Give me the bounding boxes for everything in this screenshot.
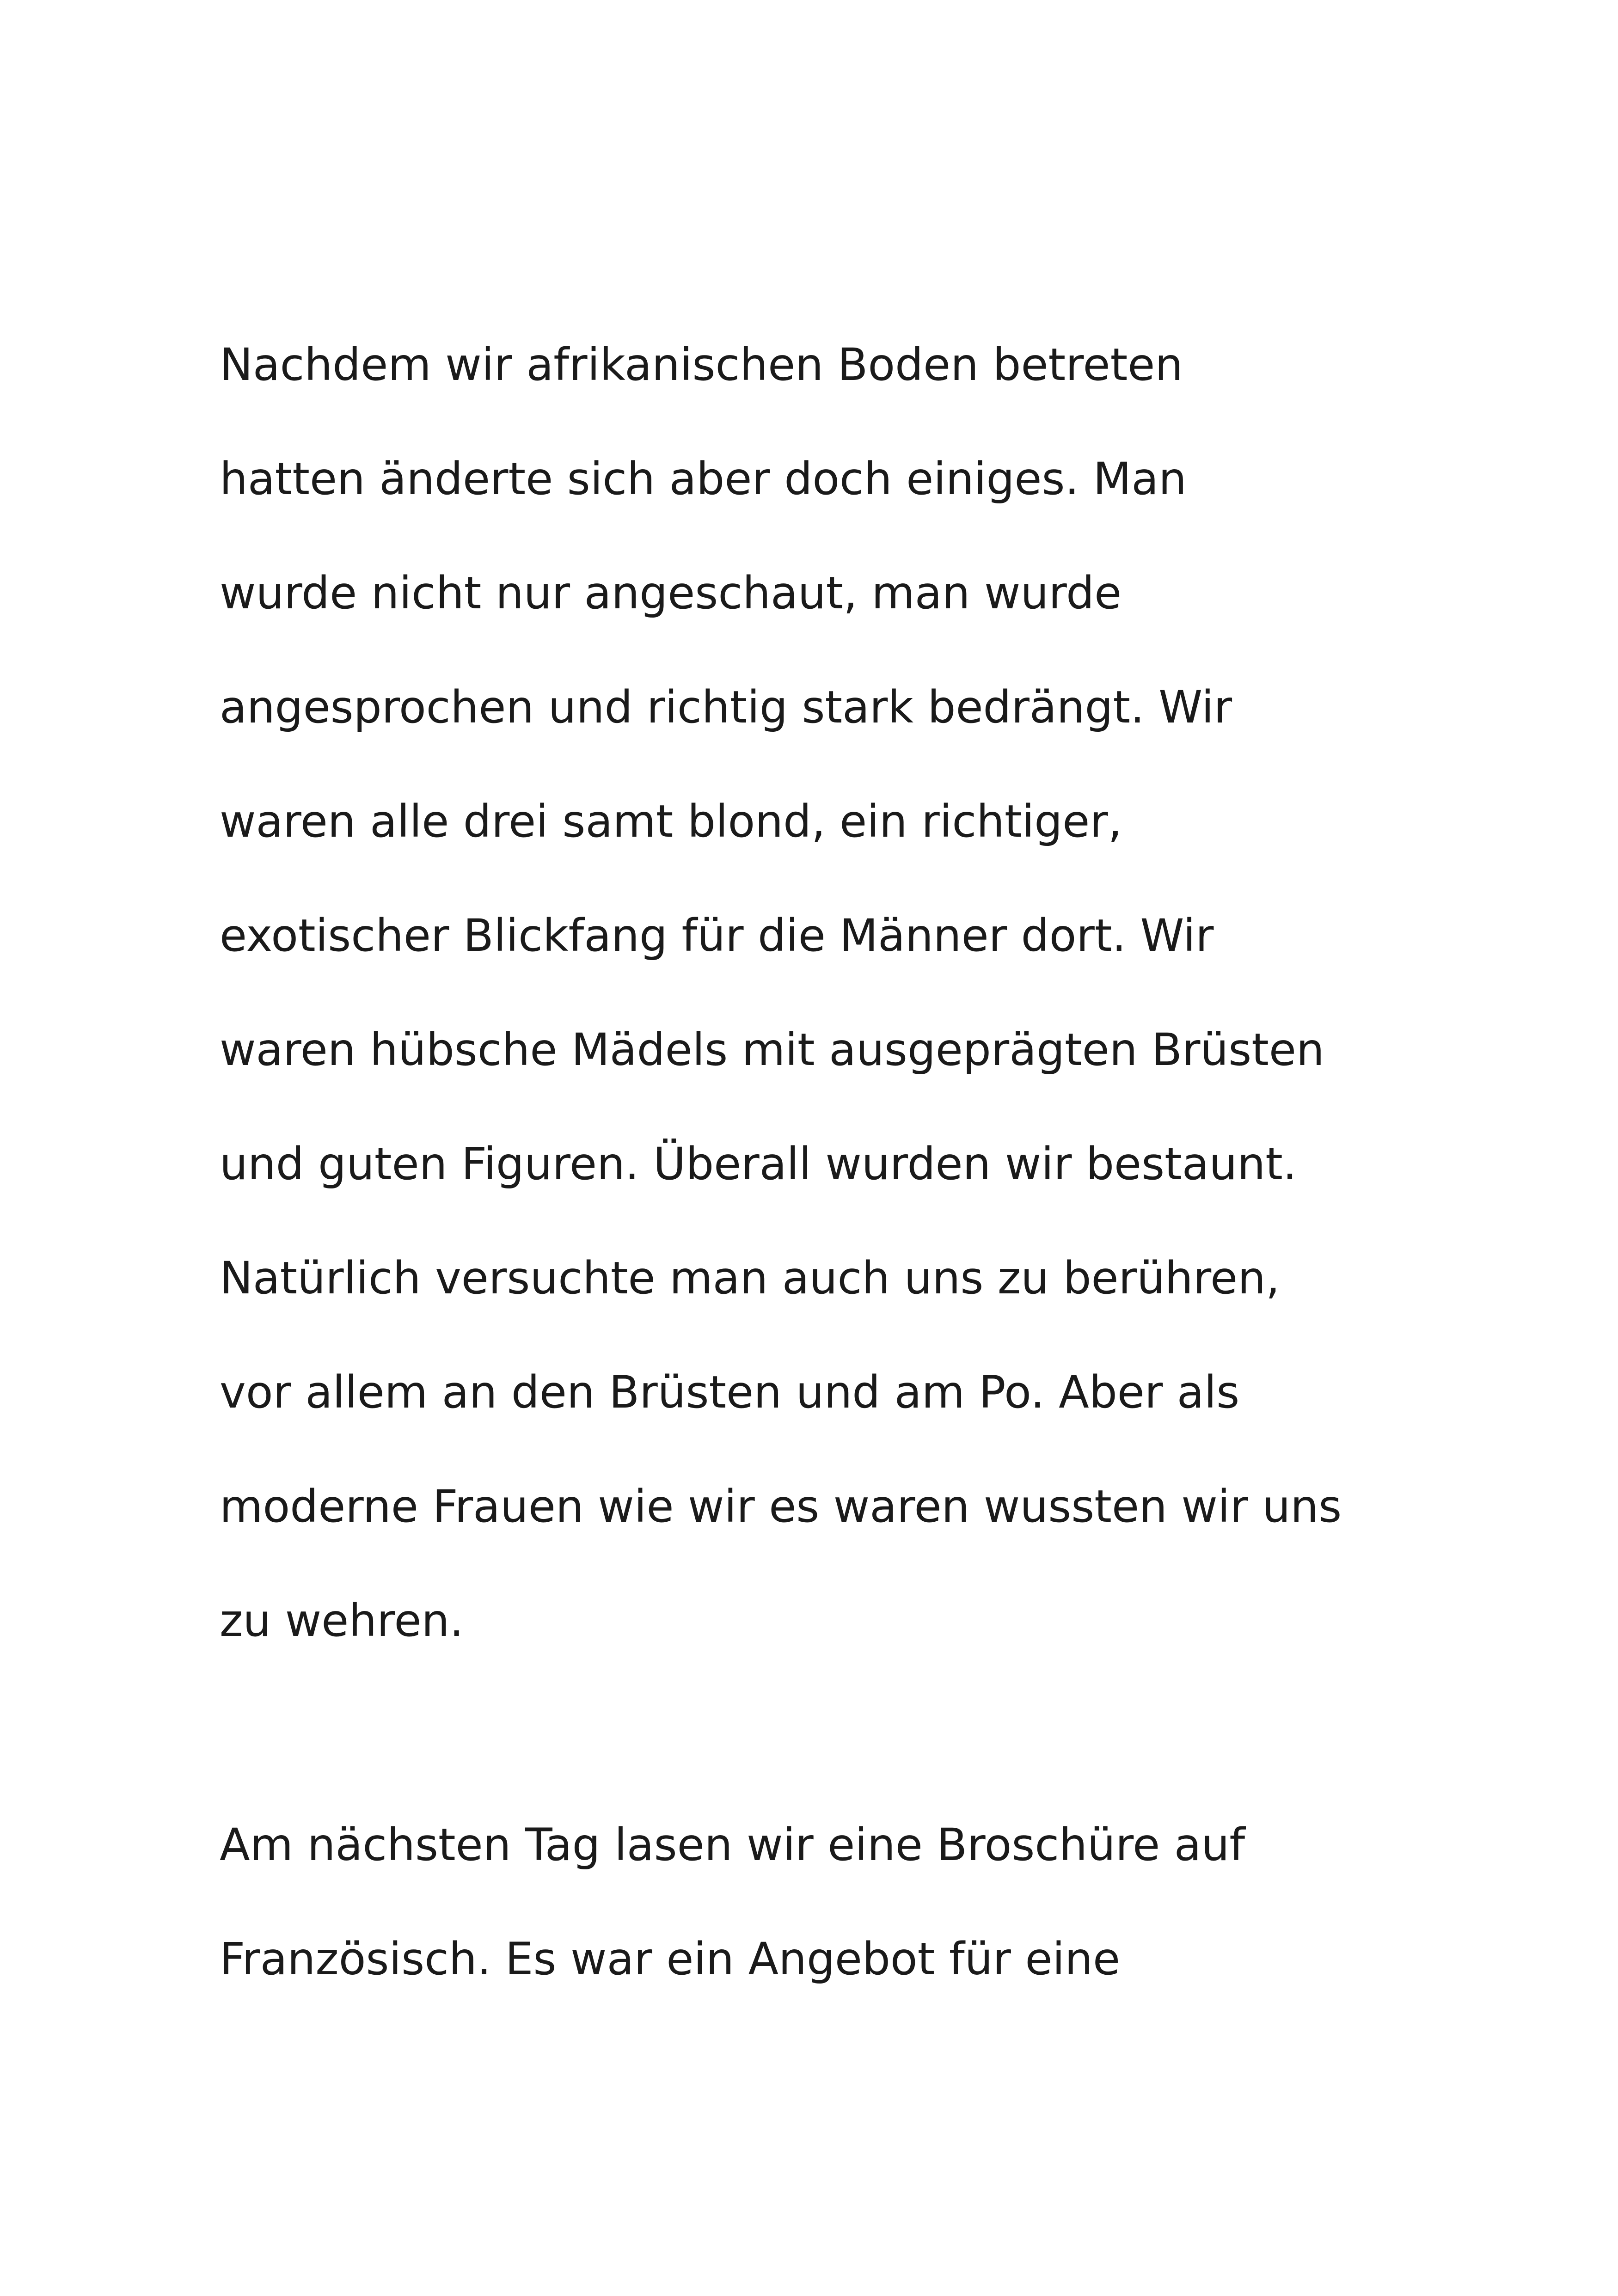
- text-line: zu wehren.: [220, 1595, 464, 1647]
- text-line: exotischer Blickfang für die Männer dort. Wir: [220, 910, 1214, 961]
- text-line: wurde nicht nur angeschaut, man wurde: [220, 567, 1122, 619]
- paragraph-2: [220, 1788, 1514, 2016]
- text-line: Nachdem wir afrikanischen Boden betreten: [220, 339, 1183, 391]
- text-line: Französisch. Es war ein Angebot für eine: [220, 1933, 1121, 1985]
- text-line: Am nächsten Tag lasen wir eine Broschüre auf: [220, 1819, 1245, 1871]
- text-line: waren hübsche Mädels mit ausgeprägten Brüsten: [220, 1024, 1324, 1076]
- text-line: und guten Figuren. Überall wurden wir bestaunt.: [220, 1138, 1297, 1190]
- text-line: hatten änderte sich aber doch einiges. Man: [220, 453, 1187, 505]
- text-line: Natürlich versuchte man auch uns zu berühren,: [220, 1252, 1280, 1304]
- paragraph-1: [220, 308, 1514, 1678]
- text-line: waren alle drei samt blond, ein richtiger,: [220, 796, 1122, 847]
- text-line: vor allem an den Brüsten und am Po. Aber als: [220, 1366, 1240, 1418]
- text-line: moderne Frauen wie wir es waren wussten wir uns: [220, 1481, 1342, 1532]
- text-line: angesprochen und richtig stark bedrängt. Wir: [220, 681, 1232, 733]
